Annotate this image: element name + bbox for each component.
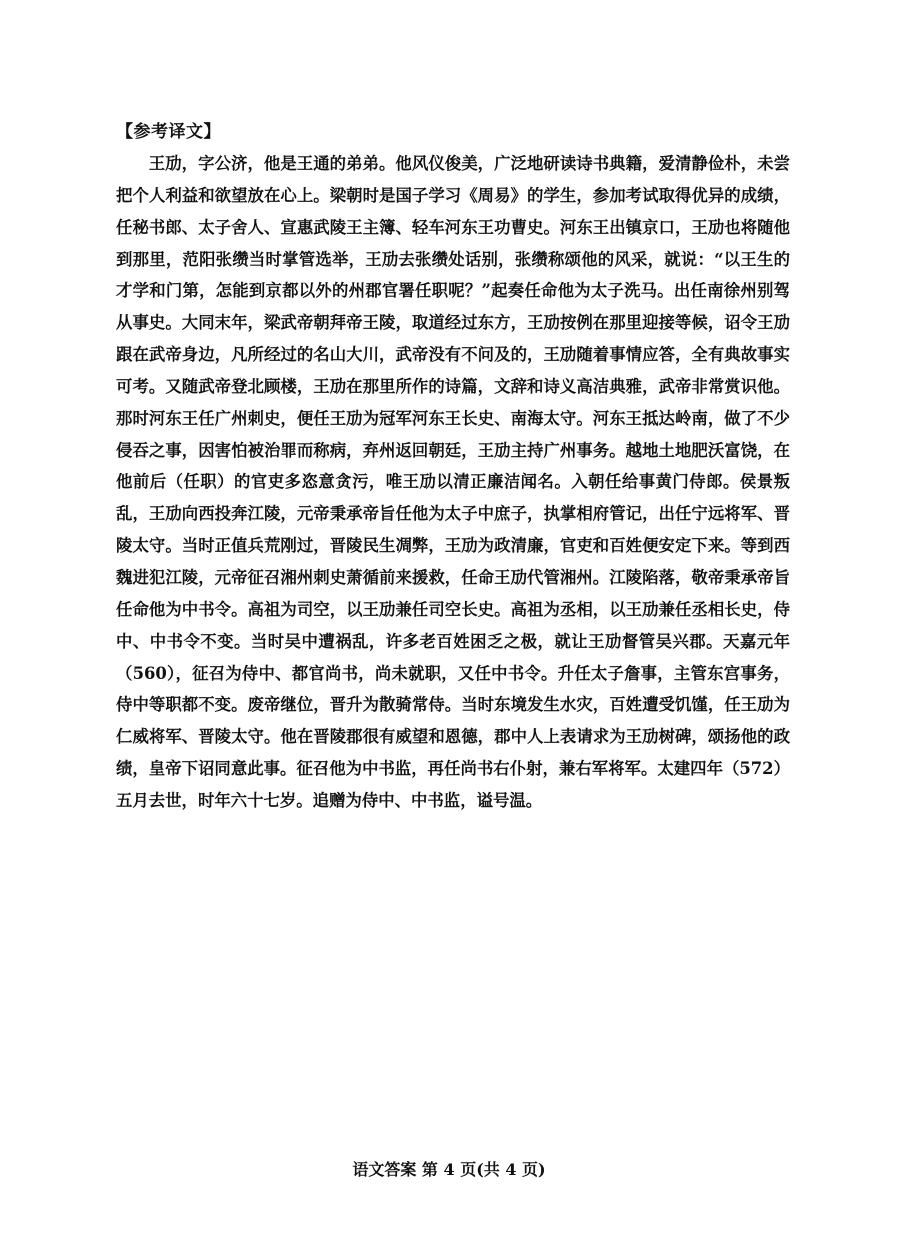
section-heading: 【参考译文】 [116, 122, 221, 142]
translation-paragraph: 王劢，字公济，他是王通的弟弟。他风仪俊美，广泛地研读诗书典籍，爱清静俭朴，未尝把个人利益和欲望放在心上。梁朝时是国子学习《周易》的学生，参加考试取得优异的成绩，任秘书郎、太子舍人、宣惠武陵王主簿、轻车河东王功曹史。河东王出镇京口，王劢也将随他到那里，范阳张缵当时掌管选举，王劢去张缵处话别，张缵称颂他的风采，就说：“以王生的才学和门第，怎能到京都以外的州郡官署任职呢？”起奏任命他为太子洗马。出任南徐州别驾从事史。大同末年，梁武帝朝拜帝王陵，取道经过东方，王劢按例在那里迎接等候，诏令王劢跟在武帝身边，凡所经过的名山大川，武帝没有不问及的，王劢随着事情应答，全有典故事实可考。又随武帝登北顾楼，王劢在那里所作的诗篇，文辞和诗义高洁典雅，武帝非常赏识他。那时河东王任广州刺史，便任王劢为冠军河东王长史、南海太守。河东王抵达岭南，做了不少侵吞之事，因害怕被治罪而称病，弃州返回朝廷，王劢主持广州事务。越地土地肥沃富饶，在他前后（任职）的官吏多恣意贪污，唯王劢以清正廉洁闻名。入朝任给事黄门侍郎。侯景叛乱，王劢向西投奔江陵，元帝秉承帝旨任他为太子中庶子，执掌相府管记，出任宁远将军、晋陵太守。当时正值兵荒刚过，晋陵民生凋弊，王劢为政清廉，官吏和百姓便安定下来。等到西魏进犯江陵，元帝征召湘州刺史萧循前来援救，任命王劢代管湘州。江陵陷落，敬帝秉承帝旨任命他为中书令。高祖为司空，以王劢兼任司空长史。高祖为丞相，以王劢兼任丞相长史，侍中、中书令不变。当时吴中遭祸乱，许多老百姓困乏之极，就让王劢督管吴兴郡。天嘉元年（560），征召为侍中、都官尚书，尚未就职，又任中书令。升任太子詹事，主管东宫事务，侍中等职都不变。废帝继位，晋升为散骑常侍。当时东境发生水灾，百姓遭受饥馑，任王劢为仁威将军、晋陵太守。他在晋陵郡很有威望和恩德，郡中人上表请求为王劢树碑，颂扬他的政绩，皇帝下诏同意此事。征召他为中书监，再任尚书右仆射，兼右军将军。太建四年（572）五月去世，时年六十七岁。追赠为侍中、中书监，谥号温。 [116, 154, 790, 810]
page-footer: 语文答案 第 4 页(共 4 页) [352, 1160, 546, 1179]
